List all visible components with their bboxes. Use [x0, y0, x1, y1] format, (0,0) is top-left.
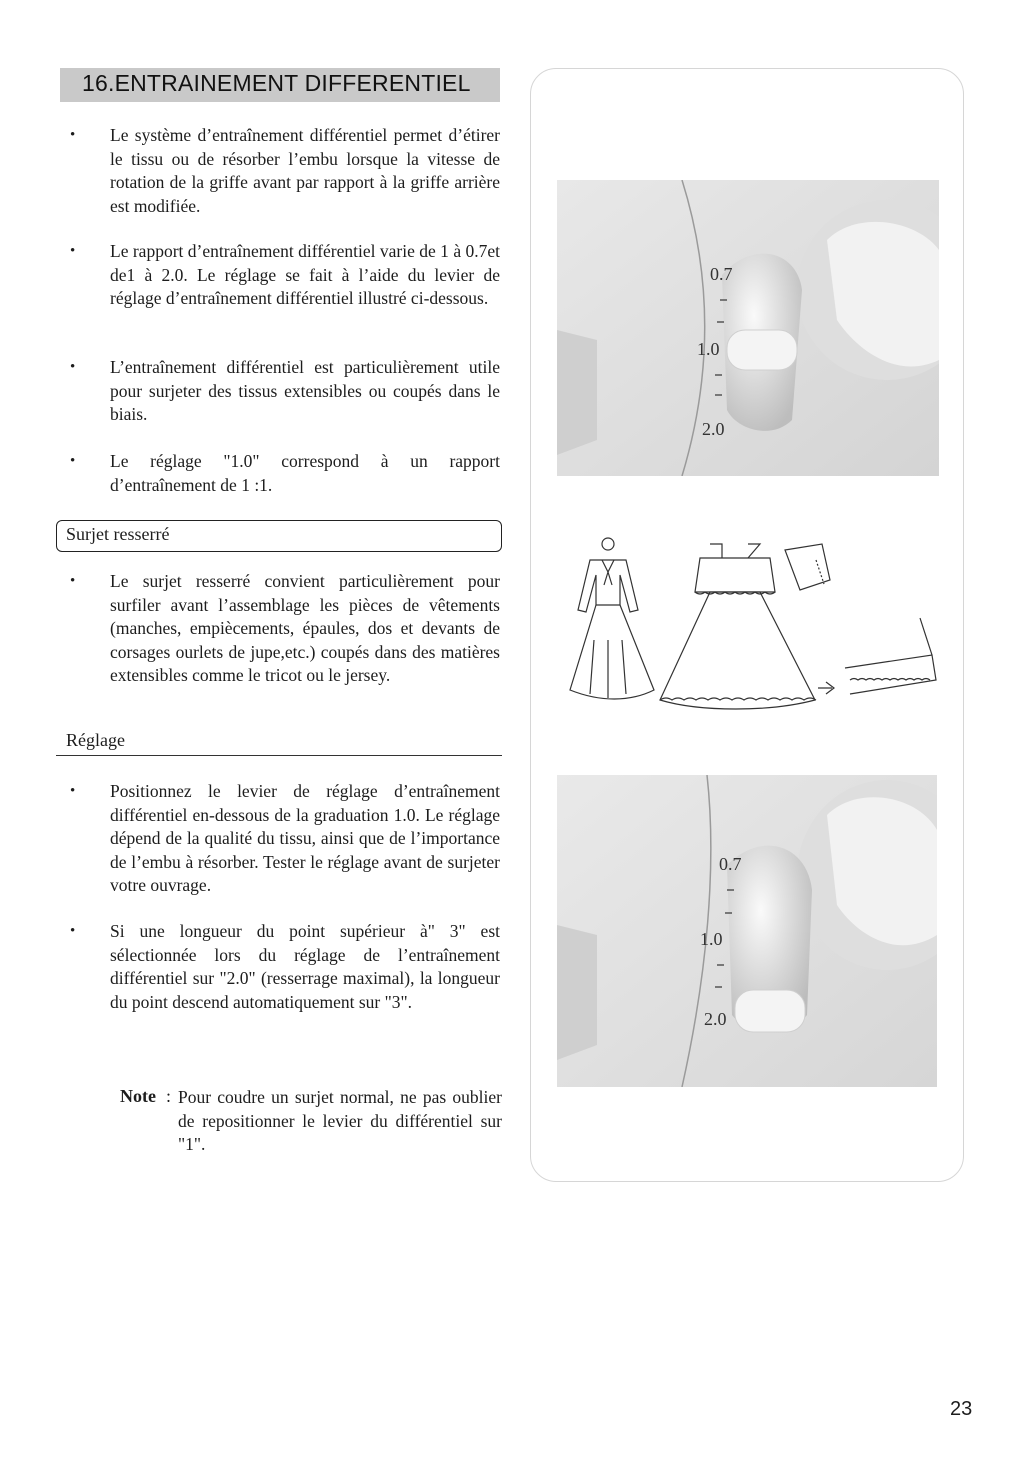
- dial2-label-top: 0.7: [719, 854, 742, 874]
- reglage-heading: Réglage: [66, 730, 125, 750]
- dial-photo-top: [557, 180, 939, 476]
- dial-label-top: 0.7: [710, 264, 733, 284]
- figure-head: [602, 538, 614, 550]
- page-title: 16.ENTRAINEMENT DIFFERENTIEL: [82, 70, 471, 96]
- note-label: Note: [120, 1086, 156, 1106]
- intro-bullet-3: • L’entraînement différentiel est particulièrement utile pour surjeter des tissus extensibles ou coupés dans le biais.: [110, 356, 500, 427]
- reglage-bullet-1: • Positionnez le levier de réglage d’entraînement différentiel en-dessous de la graduation 1.0. Le réglage dépend de la qualité du tissu, ainsi que de l’importance de l’embu à résorber. Tester le réglage avant de surjeter votre ouvrage.: [110, 780, 500, 898]
- arrow-icon: [818, 682, 834, 694]
- note-colon: :: [166, 1086, 172, 1106]
- page-number: 23: [950, 1398, 973, 1420]
- dial2-label-middle: 1.0: [700, 929, 723, 949]
- dial-label-bottom: 2.0: [702, 419, 725, 439]
- dial-label-middle: 1.0: [697, 339, 720, 359]
- reglage-bullet-2: • Si une longueur du point supérieur à" 3" est sélectionnée lors du réglage de l’entraînement différentiel sur "2.0" (resserrage maximal), la longueur du point descend automatiquement sur "3".: [110, 920, 500, 1014]
- intro-bullet-2: • Le rapport d’entraînement différentiel varie de 1 à 0.7et de1 à 2.0. Le réglage se fait à l’aide du levier de réglage d’entraînement différentiel illustré ci-dessous.: [110, 240, 500, 311]
- reglage-divider: [56, 755, 502, 756]
- intro-bullet-4: • Le réglage "1.0" correspond à un rapport d’entraînement de 1 :1.: [110, 450, 500, 497]
- note-text: Pour coudre un surjet normal, ne pas oublier de repositionner le levier du différentiel sur "1".: [178, 1087, 502, 1154]
- surjet-bullet-1: • Le surjet resserré convient particulièrement pour surfiler avant l’assemblage les pièces de vêtements (manches, empiècements, épaules, dos et devants de corsages ourlets de jupe,etc.) coupés dans des matières extensibles comme le tricot ou le jersey.: [110, 570, 500, 688]
- intro-bullet-1: • Le système d’entraînement différentiel permet d’étirer le tissu ou de résorber l’embu lorsque la vitesse de rotation de la griffe avant par rapport à la griffe arrière est modifiée.: [110, 124, 500, 218]
- surjet-label: Surjet resserré: [66, 524, 170, 544]
- dial2-label-bottom: 2.0: [704, 1009, 727, 1029]
- garment-illustration: [560, 530, 940, 720]
- dial-photo-bottom: [557, 775, 937, 1087]
